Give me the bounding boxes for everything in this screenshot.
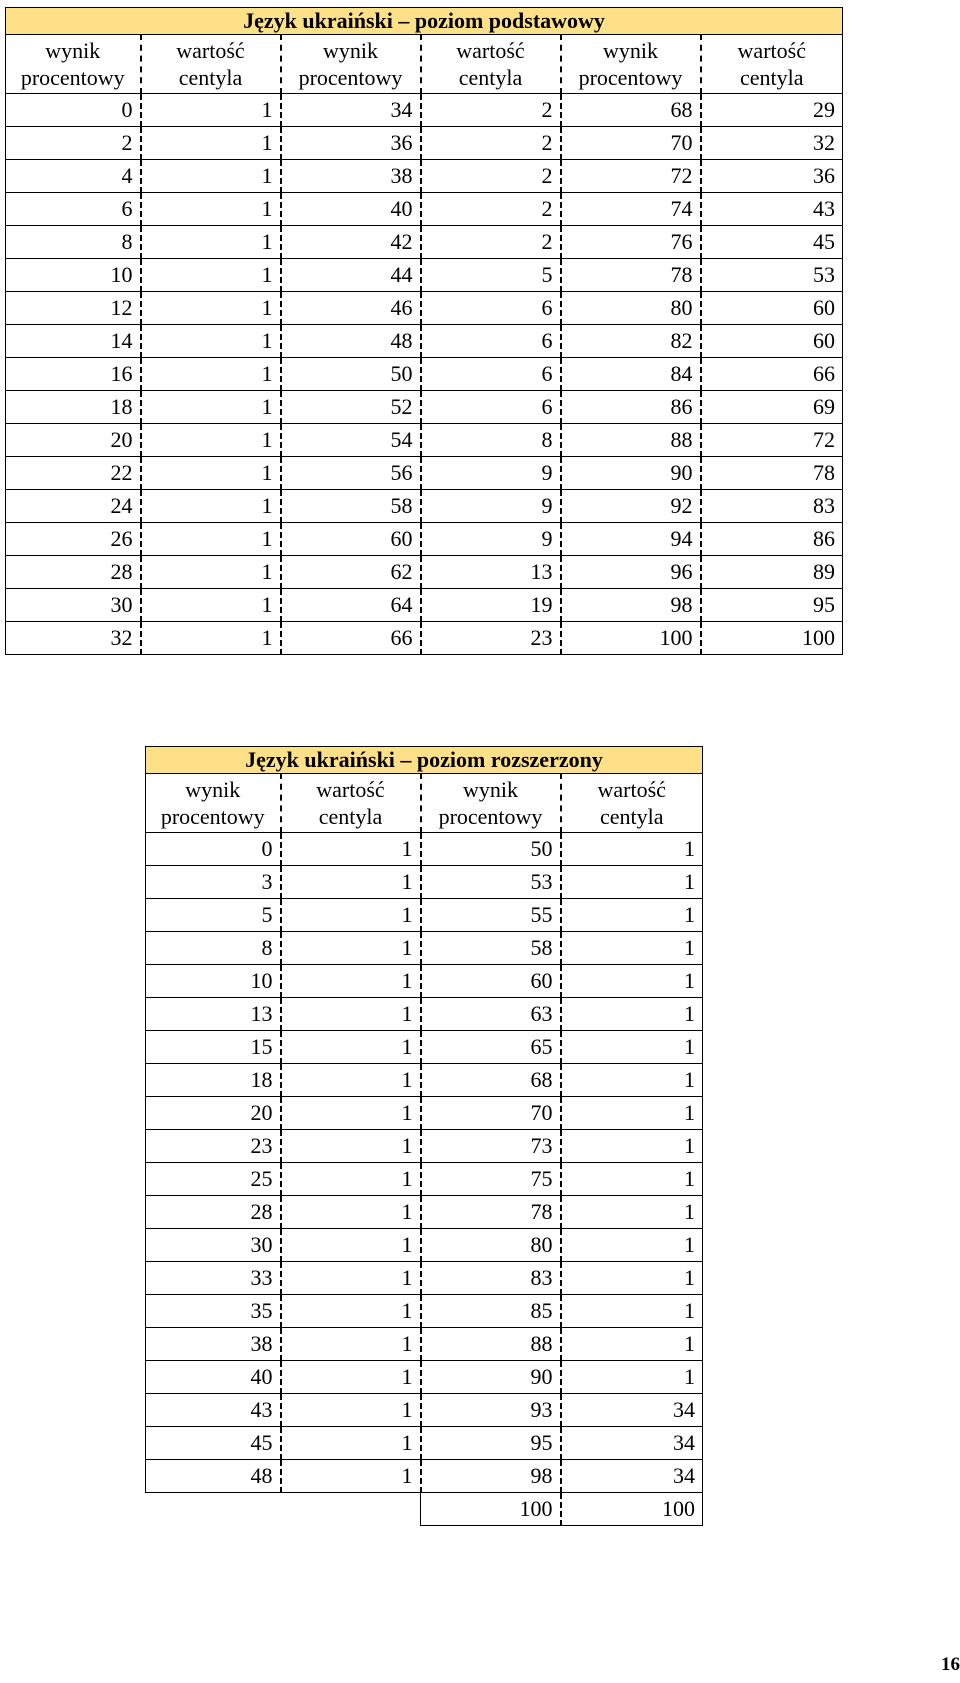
table-cell: 60 [421,965,561,998]
column-header-line: procentowy [20,65,125,90]
table-cell: 64 [281,589,421,622]
table-row [6,589,843,622]
column-header-line: procentowy [298,65,403,90]
table-cell: 68 [561,94,701,127]
column-header-line: wynik [603,38,658,63]
table-cell: 42 [281,226,421,259]
table-cell: 6 [421,325,561,358]
table-cell: 98 [421,1460,561,1493]
column-header-line: wynik [463,777,518,802]
table-cell: 1 [141,424,281,457]
table-cell: 60 [701,325,843,358]
table-cell: 68 [421,1064,561,1097]
table-cell: 1 [141,127,281,160]
table-cell: 93 [421,1394,561,1427]
page-number: 16 [941,1654,960,1675]
table-row [6,490,843,523]
header-row [6,35,843,94]
table-cell: 6 [421,292,561,325]
table-cell: 58 [421,932,561,965]
table-cell: 43 [701,193,843,226]
column-header-line: centyla [178,65,243,90]
table-cell: 100 [421,1493,561,1526]
table-cell: 96 [561,556,701,589]
table-cell: 78 [701,457,843,490]
table-cell: 6 [421,391,561,424]
table-cell: 1 [281,866,421,899]
table-cell: 54 [281,424,421,457]
table-cell: 1 [281,1295,421,1328]
table-row [146,1361,703,1394]
table-cell: 1 [281,1097,421,1130]
table-cell: 74 [561,193,701,226]
table-cell: 1 [141,160,281,193]
table-cell: 1 [141,358,281,391]
table-cell: 14 [6,325,141,358]
table-row [6,94,843,127]
table-cell: 1 [141,589,281,622]
table-cell: 23 [146,1130,281,1163]
table-cell: 1 [561,965,703,998]
table-cell: 1 [561,998,703,1031]
table-cell: 73 [421,1130,561,1163]
table-cell: 22 [6,457,141,490]
table-cell [281,1493,421,1526]
column-header-line: centyla [740,65,804,90]
table-cell: 66 [281,622,421,655]
table-cell: 88 [561,424,701,457]
table-cell: 1 [141,259,281,292]
table-cell: 60 [701,292,843,325]
table-row [6,292,843,325]
column-header [701,35,843,94]
table-cell: 2 [421,160,561,193]
table-cell [146,1493,281,1526]
column-header-line: wartość [176,38,245,63]
column-header [6,35,141,94]
table-cell: 8 [146,932,281,965]
column-header [421,774,561,833]
table-cell: 1 [141,325,281,358]
table-cell: 20 [6,424,141,457]
table-cell: 48 [146,1460,281,1493]
table-cell: 40 [146,1361,281,1394]
table-cell: 26 [6,523,141,556]
table-cell: 50 [421,833,561,866]
column-header-line: wynik [323,38,378,63]
table-cell: 100 [701,622,843,655]
column-header-line: procentowy [578,65,683,90]
table-cell: 36 [701,160,843,193]
table-cell: 1 [281,833,421,866]
table-cell: 34 [281,94,421,127]
table-cell: 72 [701,424,843,457]
table-cell: 1 [281,1064,421,1097]
table-ukrainian-extended [145,746,703,1526]
table-cell: 1 [281,1460,421,1493]
table-cell: 1 [561,1064,703,1097]
table-cell: 86 [701,523,843,556]
table-row [146,1031,703,1064]
column-header-line: wartość [737,38,806,63]
table-cell: 92 [561,490,701,523]
table-row [146,1163,703,1196]
table-cell: 1 [561,899,703,932]
table-cell: 30 [146,1229,281,1262]
table-cell: 19 [421,589,561,622]
table-cell: 1 [141,457,281,490]
table-cell: 1 [281,1427,421,1460]
table-cell: 78 [561,259,701,292]
table-row [146,1130,703,1163]
table-cell: 1 [141,292,281,325]
table-row [6,523,843,556]
table-cell: 1 [141,94,281,127]
table-cell: 1 [141,226,281,259]
table-cell: 32 [6,622,141,655]
table-row [146,1097,703,1130]
table-cell: 70 [421,1097,561,1130]
column-header [561,774,703,833]
table-row [6,226,843,259]
table-cell: 1 [561,1361,703,1394]
table-cell: 88 [421,1328,561,1361]
table-cell: 1 [561,1328,703,1361]
table-cell: 76 [561,226,701,259]
table-cell: 10 [146,965,281,998]
table-row [6,160,843,193]
table-cell: 1 [281,932,421,965]
table-cell: 9 [421,457,561,490]
table-row [146,1196,703,1229]
table-cell: 45 [701,226,843,259]
table-cell: 1 [561,1262,703,1295]
table-cell: 50 [281,358,421,391]
column-header [421,35,561,94]
table-cell: 1 [561,1196,703,1229]
table-row [146,1229,703,1262]
table-cell: 10 [6,259,141,292]
table-cell: 2 [421,193,561,226]
table-row [6,193,843,226]
table-cell: 84 [561,358,701,391]
table-body [146,833,703,1526]
table-cell: 94 [561,523,701,556]
table-cell: 0 [6,94,141,127]
table-cell: 52 [281,391,421,424]
table-cell: 55 [421,899,561,932]
table-row [146,833,703,866]
table-cell: 70 [561,127,701,160]
table-cell: 1 [281,998,421,1031]
column-header-line: centyla [599,804,664,829]
table-cell: 1 [281,1130,421,1163]
table-cell: 80 [561,292,701,325]
table-cell: 60 [281,523,421,556]
table-cell: 29 [701,94,843,127]
table-cell: 30 [6,589,141,622]
column-header [281,774,421,833]
table-cell: 40 [281,193,421,226]
table-cell: 18 [146,1064,281,1097]
header-row [146,774,703,833]
table-cell: 78 [421,1196,561,1229]
table-cell: 1 [281,1361,421,1394]
table-cell: 8 [6,226,141,259]
table-cell: 56 [281,457,421,490]
table-cell: 95 [701,589,843,622]
table-cell: 13 [146,998,281,1031]
table-row [146,1295,703,1328]
table-cell: 90 [561,457,701,490]
table-cell: 1 [561,1031,703,1064]
table-cell: 100 [561,622,701,655]
table-cell: 38 [146,1328,281,1361]
table-row [146,1262,703,1295]
table-row [146,1460,703,1493]
column-header-line: procentowy [160,804,265,829]
table-cell: 2 [421,127,561,160]
table-cell: 1 [281,1328,421,1361]
table-cell: 28 [146,1196,281,1229]
table-cell: 6 [421,358,561,391]
table-cell: 45 [146,1427,281,1460]
table-row [6,127,843,160]
table-cell: 4 [6,160,141,193]
table-cell: 2 [6,127,141,160]
table-row [6,259,843,292]
table-row [6,622,843,655]
table-cell: 1 [281,1163,421,1196]
table-row [146,1394,703,1427]
table-cell: 36 [281,127,421,160]
column-header-line: procentowy [438,804,543,829]
table-cell: 83 [701,490,843,523]
table-row [146,866,703,899]
table-title: Język ukraiński – poziom rozszerzony [146,747,703,774]
table-cell: 12 [6,292,141,325]
table-cell: 95 [421,1427,561,1460]
table-cell: 1 [281,899,421,932]
table-cell: 20 [146,1097,281,1130]
table-cell: 1 [141,193,281,226]
table-cell: 1 [141,556,281,589]
table-cell: 48 [281,325,421,358]
table-row [6,457,843,490]
table-cell: 1 [281,1229,421,1262]
table-cell: 1 [561,932,703,965]
table-cell: 90 [421,1361,561,1394]
table-cell: 69 [701,391,843,424]
table-cell: 1 [141,391,281,424]
table-cell: 38 [281,160,421,193]
table-cell: 28 [6,556,141,589]
table-cell: 18 [6,391,141,424]
table-cell: 8 [421,424,561,457]
table-cell: 82 [561,325,701,358]
table-row [146,1328,703,1361]
table-cell: 1 [281,1031,421,1064]
table-cell: 1 [141,490,281,523]
table-row [146,998,703,1031]
table-cell: 80 [421,1229,561,1262]
table-cell: 15 [146,1031,281,1064]
table-cell: 85 [421,1295,561,1328]
table-row [6,325,843,358]
table-cell: 46 [281,292,421,325]
table-cell: 1 [281,1262,421,1295]
table-cell: 1 [141,523,281,556]
table-cell: 53 [701,259,843,292]
table-cell: 75 [421,1163,561,1196]
table-cell: 13 [421,556,561,589]
table-ukrainian-basic [5,7,843,655]
table-cell: 0 [146,833,281,866]
table-cell: 66 [701,358,843,391]
table-cell: 100 [561,1493,703,1526]
table-cell: 3 [146,866,281,899]
column-header-line: wartość [456,38,525,63]
column-header-line: wartość [597,777,666,802]
table-cell: 1 [561,1130,703,1163]
table-cell: 1 [561,1229,703,1262]
column-header [561,35,701,94]
table-cell: 25 [146,1163,281,1196]
column-header [281,35,421,94]
table-cell: 35 [146,1295,281,1328]
table-cell: 34 [561,1394,703,1427]
table-row [6,358,843,391]
table-cell: 1 [281,965,421,998]
column-header-line: centyla [458,65,523,90]
table-cell: 86 [561,391,701,424]
table-cell: 6 [6,193,141,226]
table-cell: 65 [421,1031,561,1064]
table-row [6,424,843,457]
table-row [6,556,843,589]
table-cell: 1 [561,866,703,899]
table-body [6,94,843,655]
column-header-line: centyla [318,804,383,829]
table-cell: 23 [421,622,561,655]
table-cell: 16 [6,358,141,391]
table-row [146,965,703,998]
column-header [146,774,281,833]
table-row [146,1427,703,1460]
table-cell: 9 [421,490,561,523]
column-header-line: wartość [316,777,385,802]
table-cell: 1 [281,1394,421,1427]
table-cell: 1 [561,1163,703,1196]
column-header-line: wynik [45,38,101,63]
table-cell: 1 [281,1196,421,1229]
table-cell: 1 [561,1097,703,1130]
table-row [146,899,703,932]
table-cell: 1 [561,1295,703,1328]
table-cell: 72 [561,160,701,193]
table-cell: 32 [701,127,843,160]
table-cell: 53 [421,866,561,899]
table-row [6,391,843,424]
table-cell: 62 [281,556,421,589]
table-cell: 5 [421,259,561,292]
table-cell: 58 [281,490,421,523]
table-cell: 43 [146,1394,281,1427]
table-cell: 34 [561,1460,703,1493]
table-cell: 1 [141,622,281,655]
table-cell: 98 [561,589,701,622]
table-cell: 89 [701,556,843,589]
table-cell: 5 [146,899,281,932]
table-cell: 24 [6,490,141,523]
column-header [141,35,281,94]
table-row [146,1493,703,1526]
table-cell: 1 [561,833,703,866]
table-title: Język ukraiński – poziom podstawowy [6,8,843,35]
table-cell: 83 [421,1262,561,1295]
table-cell: 34 [561,1427,703,1460]
table-row [146,932,703,965]
table-cell: 9 [421,523,561,556]
table-cell: 2 [421,226,561,259]
table-cell: 63 [421,998,561,1031]
table-cell: 44 [281,259,421,292]
table-cell: 33 [146,1262,281,1295]
column-header-line: wynik [185,777,241,802]
table-row [146,1064,703,1097]
table-cell: 2 [421,94,561,127]
